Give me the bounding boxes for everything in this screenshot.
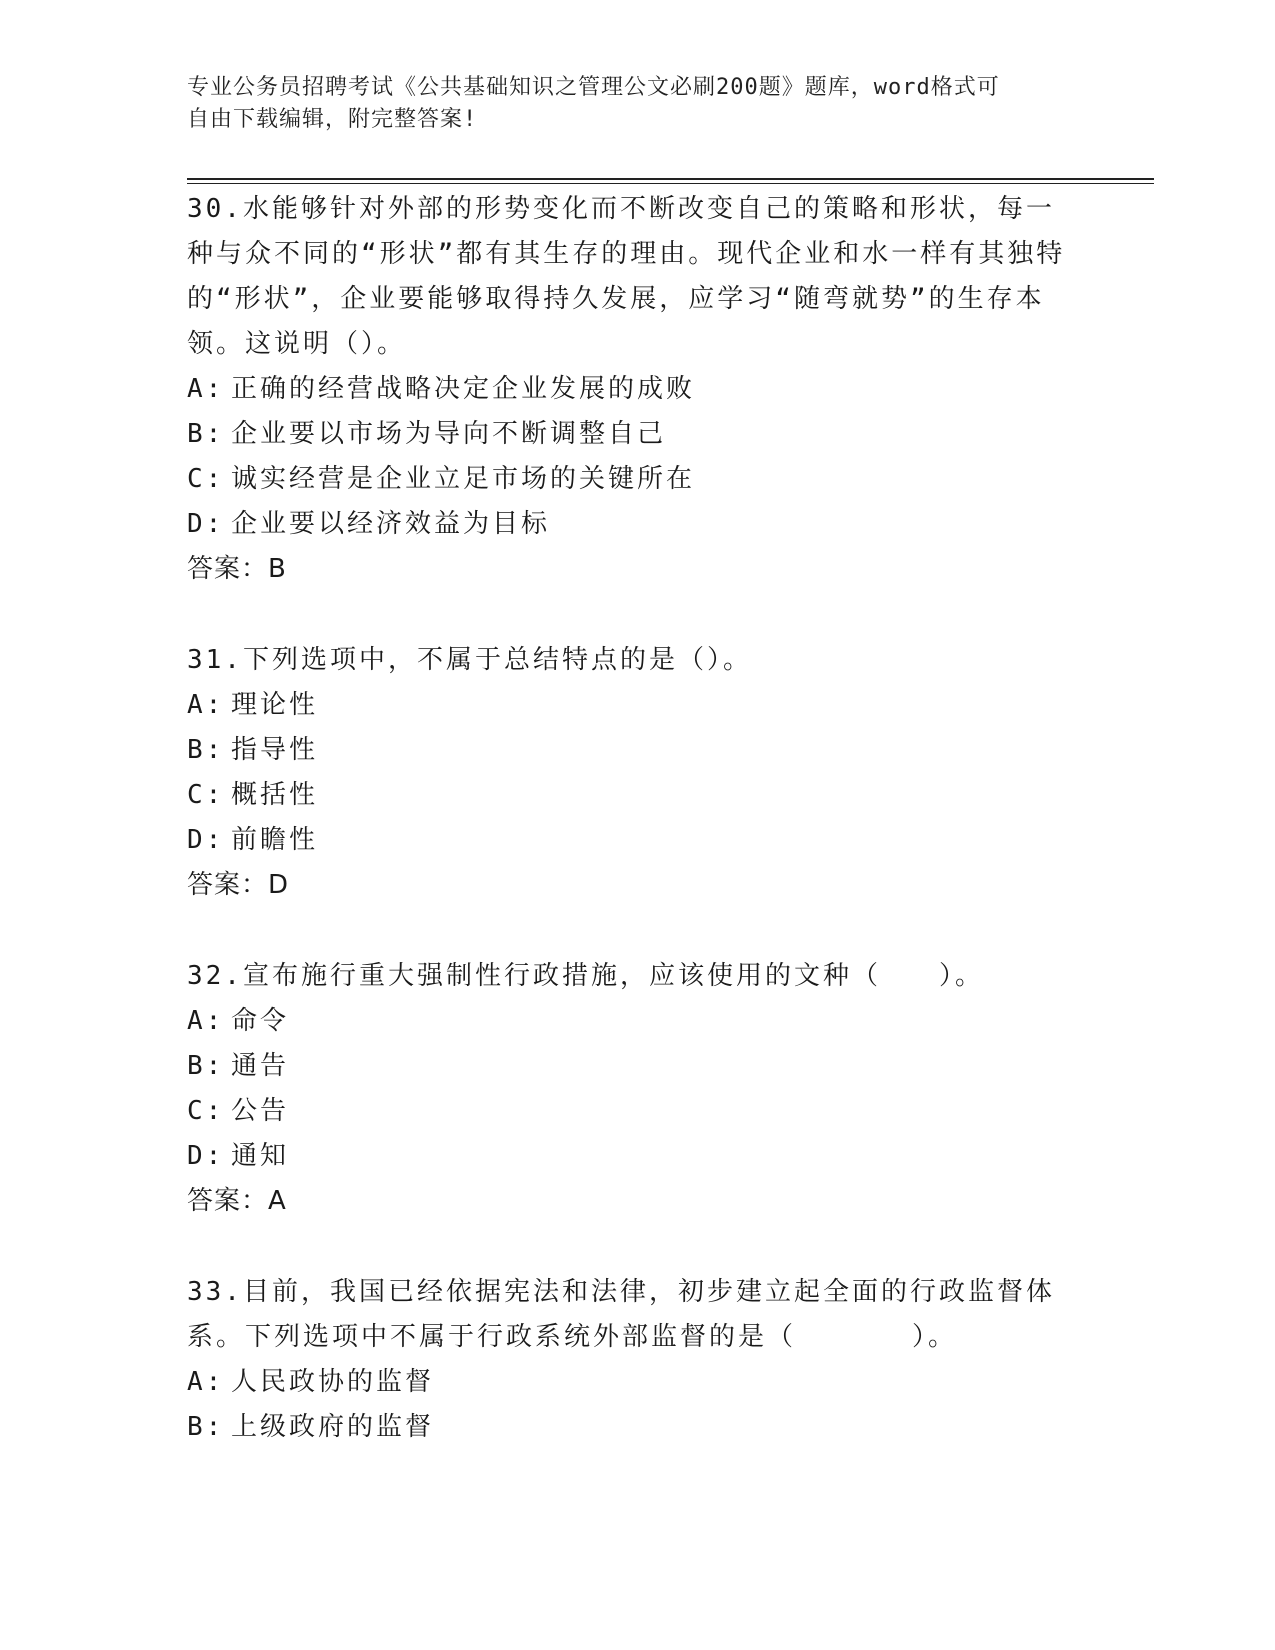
question-30 <box>187 187 1077 592</box>
answer-line: 答案：B <box>187 554 287 584</box>
option-key: B: <box>187 735 225 765</box>
question-32 <box>187 954 1077 1224</box>
question-list <box>187 187 1077 1496</box>
option-d <box>187 1134 1077 1179</box>
option-text: 正确的经营战略决定企业发展的成败 <box>231 374 696 404</box>
option-text: 命令 <box>231 1006 290 1036</box>
option-key: B: <box>187 1412 225 1442</box>
header-title-line-2: 自由下载编辑，附完整答案! <box>187 107 478 132</box>
option-b <box>187 1405 1077 1450</box>
header-divider-thin <box>187 183 1154 184</box>
option-text: 企业要以经济效益为目标 <box>231 509 551 539</box>
option-key: D: <box>187 825 225 855</box>
question-33 <box>187 1270 1077 1450</box>
option-key: D: <box>187 509 225 539</box>
option-key: C: <box>187 464 225 494</box>
option-a <box>187 999 1077 1044</box>
option-a <box>187 683 1077 728</box>
option-key: B: <box>187 419 225 449</box>
option-text: 上级政府的监督 <box>231 1412 435 1442</box>
option-text: 指导性 <box>231 735 319 765</box>
option-text: 公告 <box>231 1096 290 1126</box>
option-b <box>187 1044 1077 1089</box>
option-key: C: <box>187 1096 225 1126</box>
option-text: 概括性 <box>231 780 319 810</box>
option-text: 诚实经营是企业立足市场的关键所在 <box>231 464 696 494</box>
question-stem: 33.目前，我国已经依据宪法和法律，初步建立起全面的行政监督体系。下列选项中不属于行政系统外部监督的是（ ）。 <box>187 1277 1055 1352</box>
option-text: 理论性 <box>231 690 319 720</box>
question-31 <box>187 638 1077 908</box>
option-key: C: <box>187 780 225 810</box>
option-b <box>187 412 1077 457</box>
question-stem: 31.下列选项中，不属于总结特点的是（）。 <box>187 645 752 675</box>
header-title-line-1: 专业公务员招聘考试《公共基础知识之管理公文必刷200题》题库，word格式可 <box>187 75 1000 100</box>
option-b <box>187 728 1077 773</box>
option-c <box>187 1089 1077 1134</box>
document-header <box>187 72 1067 136</box>
option-text: 前瞻性 <box>231 825 319 855</box>
option-text: 通知 <box>231 1141 290 1171</box>
answer-line: 答案：D <box>187 870 290 900</box>
option-key: A: <box>187 690 225 720</box>
option-text: 企业要以市场为导向不断调整自己 <box>231 419 667 449</box>
option-a <box>187 367 1077 412</box>
option-key: A: <box>187 374 225 404</box>
option-key: A: <box>187 1367 225 1397</box>
option-d <box>187 818 1077 863</box>
option-text: 通告 <box>231 1051 290 1081</box>
option-c <box>187 457 1077 502</box>
option-text: 人民政协的监督 <box>231 1367 435 1397</box>
answer-line: 答案：A <box>187 1186 287 1216</box>
question-stem: 32.宣布施行重大强制性行政措施，应该使用的文种（ ）。 <box>187 961 984 991</box>
option-key: B: <box>187 1051 225 1081</box>
option-c <box>187 773 1077 818</box>
question-stem: 30.水能够针对外部的形势变化而不断改变自己的策略和形状，每一种与众不同的“形状”都有其生存的理由。现代企业和水一样有其独特的“形状”，企业要能够取得持久发展，应学习“随弯就势”的生存本领。这说明（）。 <box>187 194 1066 359</box>
header-divider-thick <box>187 178 1154 180</box>
option-d <box>187 502 1077 547</box>
option-key: A: <box>187 1006 225 1036</box>
option-key: D: <box>187 1141 225 1171</box>
option-a <box>187 1360 1077 1405</box>
